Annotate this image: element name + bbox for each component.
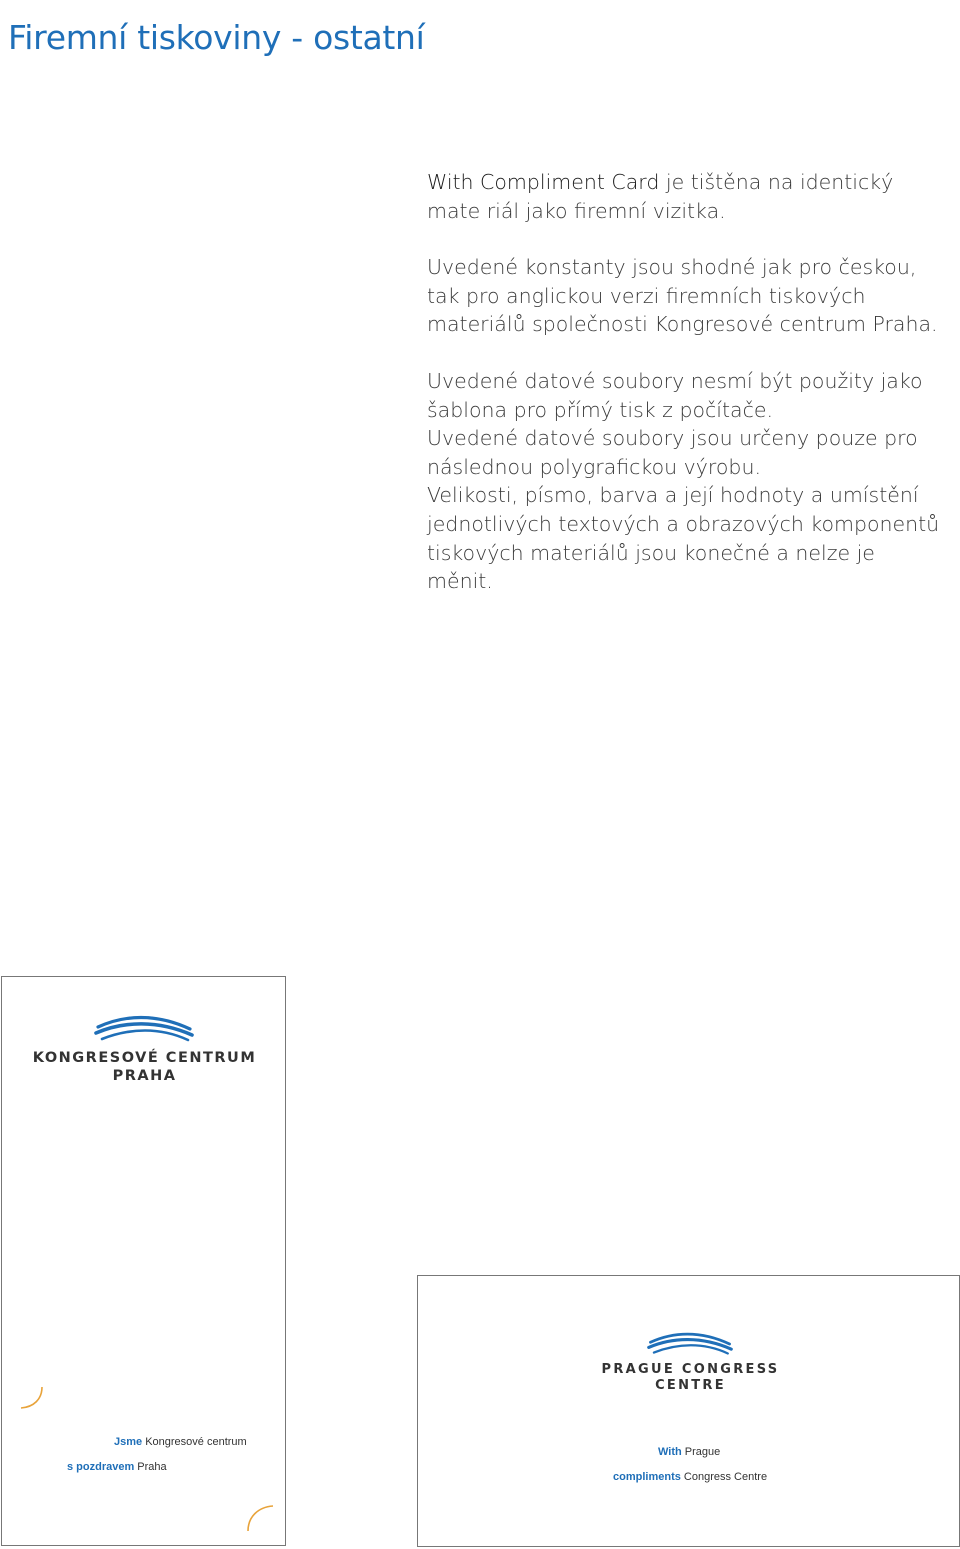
- intro-paragraph-1: [427, 168, 947, 225]
- intro-paragraph-5: Velikosti, písmo, barva a její hodnoty a umístění jednotlivých textových a obrazových komponentů tiskových materiálů jsou konečné a nelze je měnit.: [427, 483, 940, 594]
- greeting-text-1: Kongresové centrum: [142, 1436, 247, 1448]
- page-title: Firemní tiskoviny - ostatní: [8, 18, 425, 58]
- greeting-strong-1: Jsme: [114, 1436, 143, 1448]
- logo-swoosh-icon: [647, 1330, 733, 1358]
- greeting-strong-2: s pozdravem: [67, 1461, 135, 1473]
- logo-line-1: KONGRESOVÉ CENTRUM: [32, 1050, 257, 1066]
- corner-arc-icon: [18, 1383, 46, 1411]
- logo-wordmark: [588, 1362, 793, 1393]
- intro-card-name: With Compliment Card: [427, 170, 660, 194]
- greeting-line-1: [114, 1436, 247, 1448]
- logo-line-2: PRAHA: [112, 1068, 177, 1084]
- compliment-card-cz: [1, 976, 286, 1546]
- intro-paragraph-1-text: je tištěna na identický mate riál jako firemní vizitka.: [427, 170, 894, 223]
- intro-paragraph-4: Uvedené datové soubory jsou určeny pouze pro následnou polygrafickou výrobu.: [427, 426, 918, 479]
- greeting-text-2: Congress Centre: [680, 1471, 768, 1483]
- greeting-text-2: Praha: [134, 1461, 167, 1473]
- logo-swoosh-icon: [94, 1013, 194, 1045]
- greeting-text-1: Prague: [681, 1446, 721, 1458]
- greeting-line-2: [67, 1461, 167, 1473]
- corner-arc-icon: [246, 1503, 276, 1533]
- greeting-line-2: [613, 1471, 767, 1483]
- greeting-strong-1: With: [658, 1446, 682, 1458]
- intro-paragraph-3: Uvedené datové soubory nesmí být použity jako šablona pro přímý tisk z počítače.: [427, 368, 923, 422]
- compliment-card-en: [417, 1275, 960, 1547]
- intro-paragraph-2: Uvedené konstanty jsou shodné jak pro českou, tak pro anglickou verzi firemních tiskových materiálů společnosti Kongresové centrum Praha.: [427, 255, 938, 337]
- logo-wordmark: [22, 1049, 267, 1085]
- logo-line-2: CENTRE: [655, 1377, 726, 1393]
- intro-text: [427, 168, 947, 596]
- logo-line-1: PRAGUE CONGRESS: [601, 1362, 780, 1377]
- greeting-strong-2: compliments: [613, 1471, 681, 1483]
- greeting-line-1: [658, 1446, 720, 1458]
